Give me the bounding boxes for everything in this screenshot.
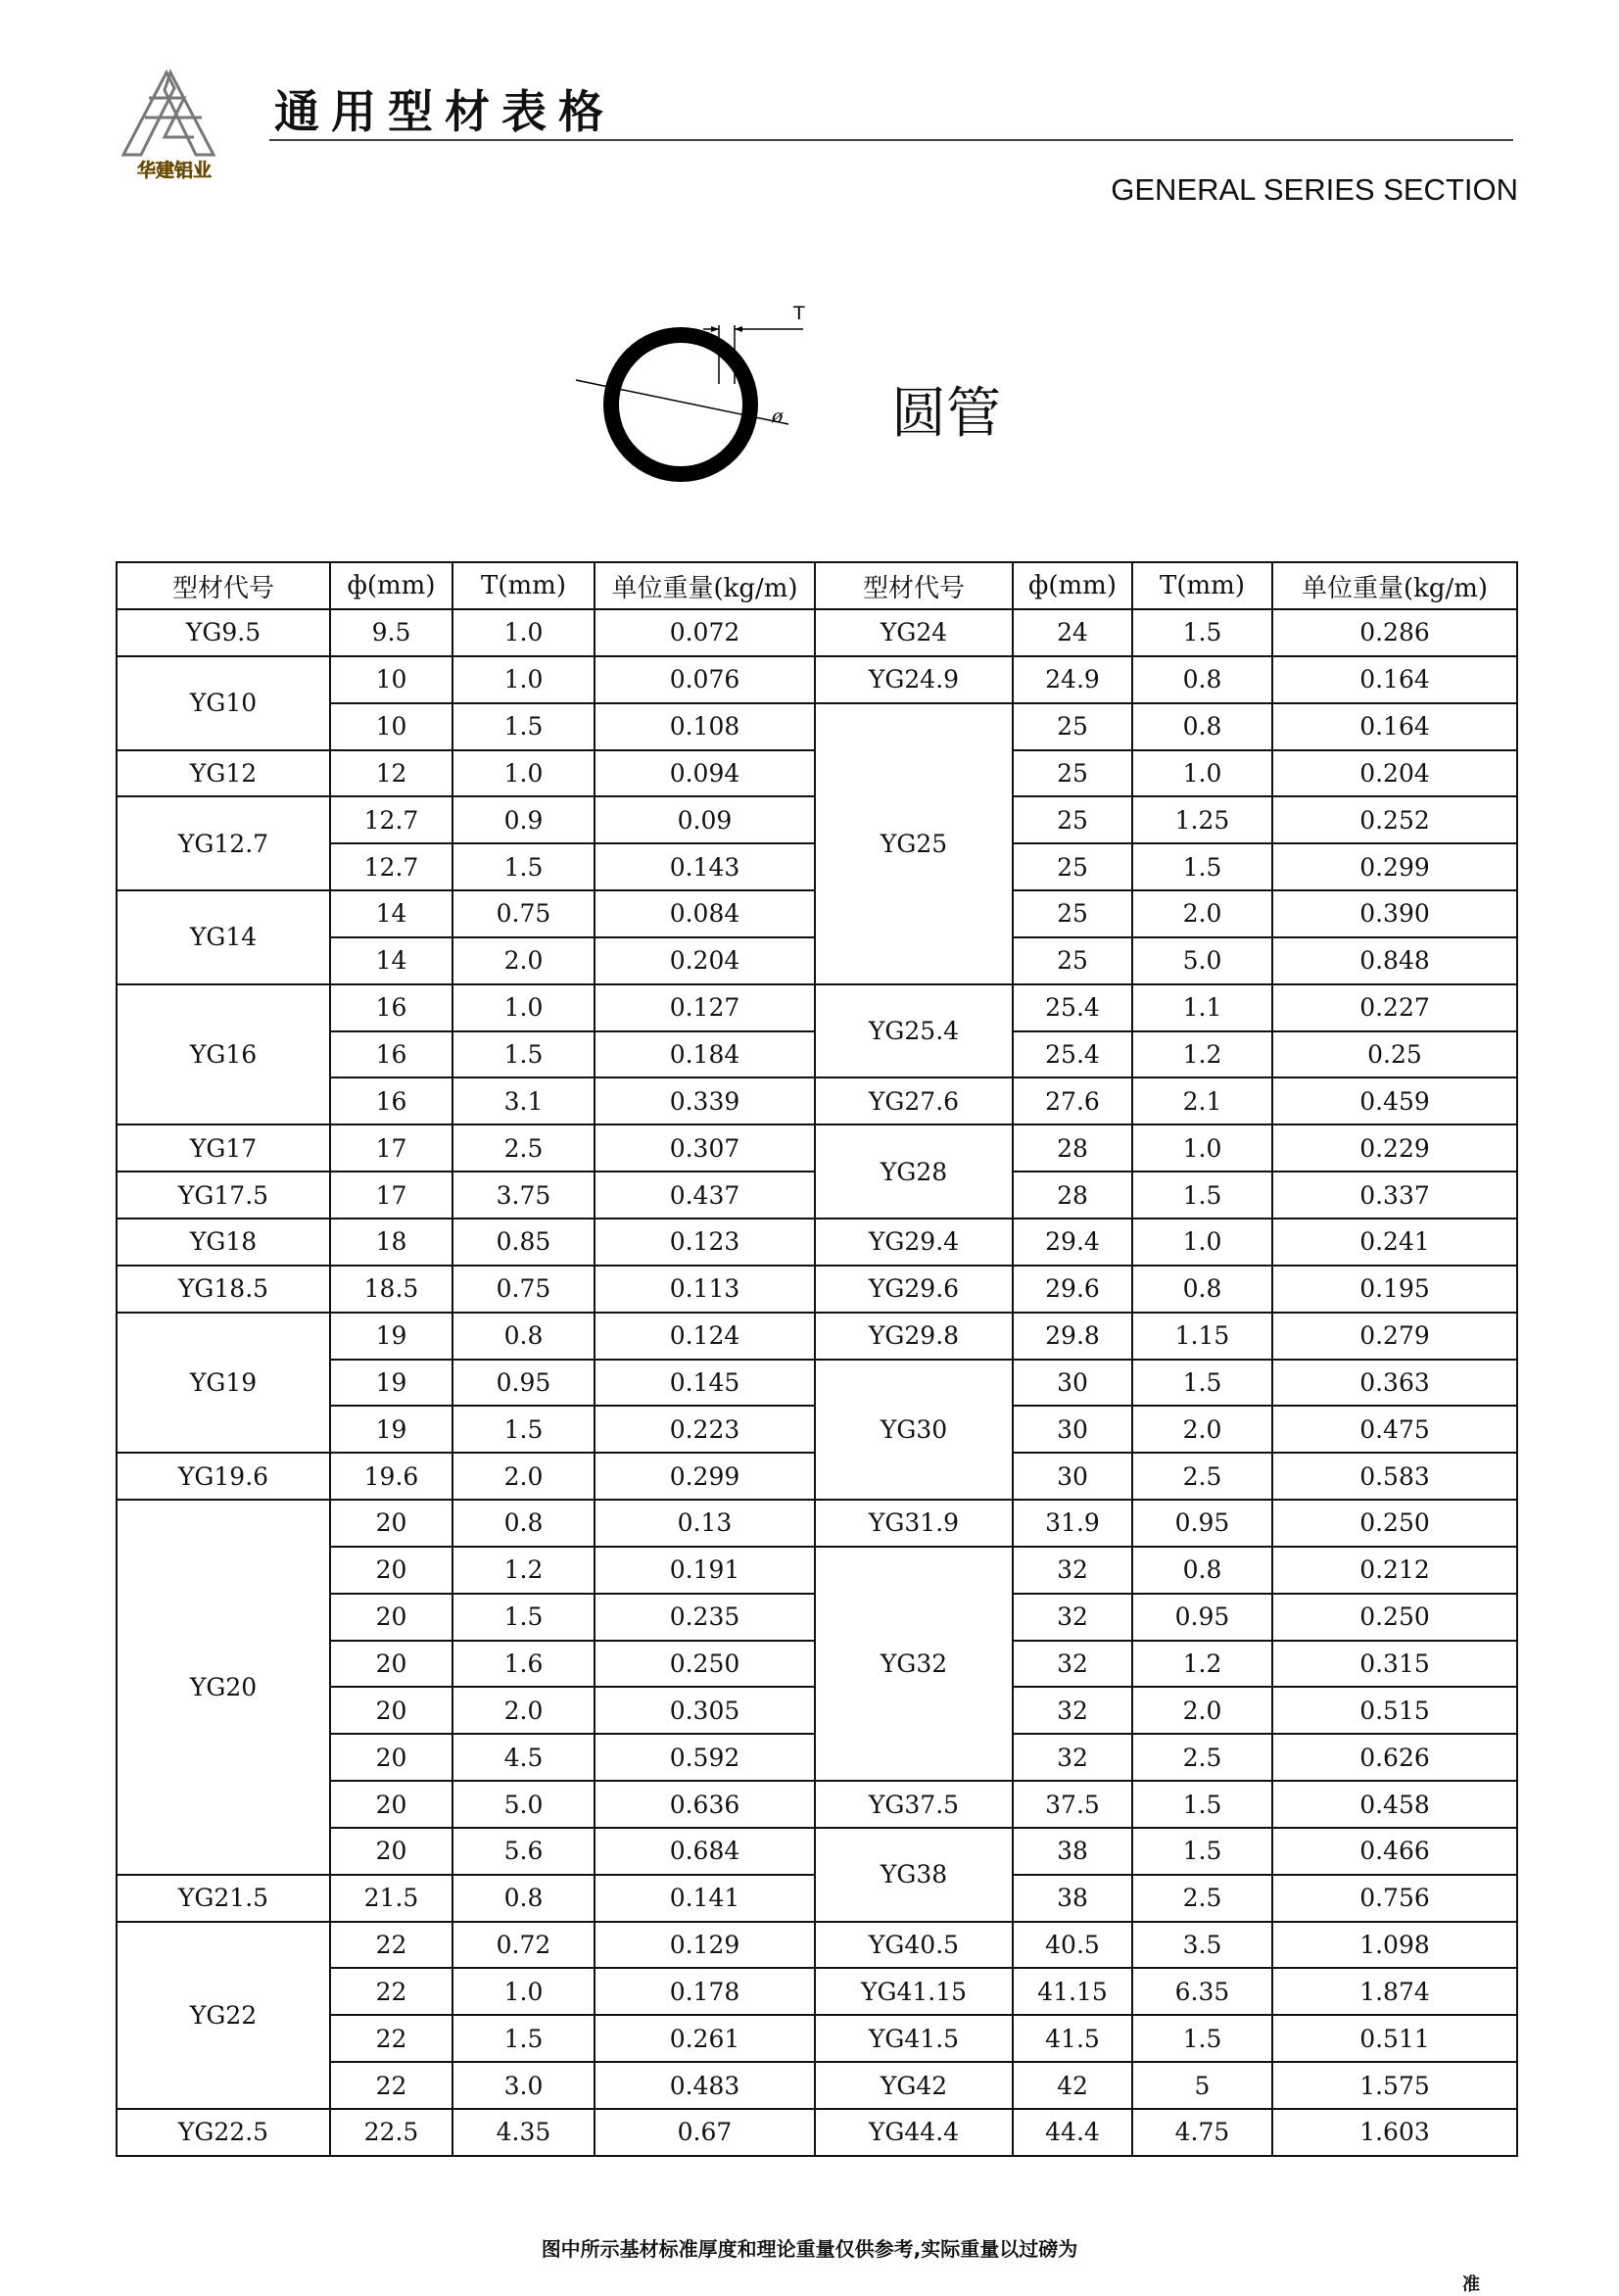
- weight-cell: 0.339: [595, 1077, 815, 1124]
- diameter-cell: 41.5: [1013, 2015, 1132, 2062]
- weight-cell: 0.195: [1272, 1266, 1517, 1313]
- diameter-cell: 20: [330, 1500, 452, 1547]
- thickness-cell: 0.95: [1132, 1500, 1272, 1547]
- thickness-cell: 0.8: [1132, 656, 1272, 703]
- thickness-cell: 1.5: [452, 703, 595, 750]
- profile-code-cell: YG40.5: [815, 1922, 1013, 1969]
- table-row: [117, 656, 1517, 703]
- section-name: 圆管: [891, 382, 1001, 446]
- diameter-cell: 28: [1013, 1172, 1132, 1219]
- diameter-cell: 44.4: [1013, 2109, 1132, 2156]
- header-weight: 单位重量(kg/m): [1272, 562, 1517, 609]
- profile-code-cell: YG29.8: [815, 1313, 1013, 1360]
- round-tube-diagram: [558, 294, 823, 504]
- diameter-cell: 30: [1013, 1406, 1132, 1453]
- diameter-cell: 40.5: [1013, 1922, 1132, 1969]
- weight-cell: 0.204: [595, 937, 815, 984]
- diameter-cell: 22: [330, 2062, 452, 2109]
- weight-cell: 0.756: [1272, 1875, 1517, 1922]
- thickness-cell: 1.0: [452, 609, 595, 656]
- header-code: 型材代号: [815, 562, 1013, 609]
- profile-code-cell: YG44.4: [815, 2109, 1013, 2156]
- thickness-cell: 0.8: [1132, 703, 1272, 750]
- weight-cell: 1.603: [1272, 2109, 1517, 2156]
- diameter-cell: 10: [330, 656, 452, 703]
- weight-cell: 0.108: [595, 703, 815, 750]
- profile-code-cell: YG25.4: [815, 984, 1013, 1078]
- profile-code-cell: YG18.5: [117, 1266, 330, 1313]
- thickness-cell: 1.0: [452, 1968, 595, 2015]
- table-row: [117, 1500, 1517, 1547]
- profile-code-cell: YG37.5: [815, 1781, 1013, 1828]
- profile-code-cell: YG9.5: [117, 609, 330, 656]
- header-divider: [269, 139, 1513, 141]
- table-row: [117, 1313, 1517, 1360]
- thickness-cell: 1.0: [452, 750, 595, 797]
- thickness-cell: 1.5: [452, 1594, 595, 1641]
- weight-cell: 0.279: [1272, 1313, 1517, 1360]
- profile-code-cell: YG21.5: [117, 1875, 330, 1922]
- page-title: 通用型材表格: [274, 85, 615, 138]
- profile-code-cell: YG41.5: [815, 2015, 1013, 2062]
- weight-cell: 0.143: [595, 843, 815, 890]
- profile-code-cell: YG19: [117, 1313, 330, 1454]
- profile-code-cell: YG19.6: [117, 1453, 330, 1500]
- profile-code-cell: YG30: [815, 1360, 1013, 1501]
- profile-code-cell: YG22: [117, 1922, 330, 2109]
- thickness-cell: 0.8: [452, 1875, 595, 1922]
- weight-cell: 0.337: [1272, 1172, 1517, 1219]
- weight-cell: 0.437: [595, 1172, 815, 1219]
- thickness-cell: 1.2: [452, 1547, 595, 1594]
- table-row: [117, 1219, 1517, 1266]
- diameter-cell: 17: [330, 1124, 452, 1172]
- weight-cell: 0.305: [595, 1687, 815, 1734]
- weight-cell: 0.204: [1272, 750, 1517, 797]
- weight-cell: 0.227: [1272, 984, 1517, 1031]
- thickness-cell: 3.75: [452, 1172, 595, 1219]
- thickness-cell: 1.0: [1132, 1124, 1272, 1172]
- diameter-cell: 37.5: [1013, 1781, 1132, 1828]
- diameter-cell: 22.5: [330, 2109, 452, 2156]
- thickness-cell: 1.2: [1132, 1641, 1272, 1688]
- thickness-cell: 2.0: [452, 1453, 595, 1500]
- weight-cell: 0.459: [1272, 1077, 1517, 1124]
- thickness-cell: 1.15: [1132, 1313, 1272, 1360]
- diameter-cell: 32: [1013, 1734, 1132, 1781]
- thickness-cell: 2.0: [1132, 1687, 1272, 1734]
- thickness-cell: 1.5: [1132, 843, 1272, 890]
- thickness-cell: 2.0: [452, 937, 595, 984]
- profile-code-cell: YG42: [815, 2062, 1013, 2109]
- header-diameter: ф(mm): [330, 562, 452, 609]
- weight-cell: 0.164: [1272, 656, 1517, 703]
- thickness-cell: 2.5: [1132, 1875, 1272, 1922]
- table-row: [117, 609, 1517, 656]
- thickness-cell: 2.1: [1132, 1077, 1272, 1124]
- diameter-cell: 29.6: [1013, 1266, 1132, 1313]
- thickness-cell: 0.8: [452, 1313, 595, 1360]
- profile-code-cell: YG22.5: [117, 2109, 330, 2156]
- weight-cell: 0.09: [595, 796, 815, 843]
- table-row: [117, 2109, 1517, 2156]
- profile-code-cell: YG38: [815, 1828, 1013, 1922]
- diameter-cell: 25.4: [1013, 984, 1132, 1031]
- weight-cell: 0.636: [595, 1781, 815, 1828]
- header-thickness: T(mm): [452, 562, 595, 609]
- thickness-cell: 1.0: [1132, 750, 1272, 797]
- thickness-cell: 5.0: [1132, 937, 1272, 984]
- diameter-cell: 20: [330, 1687, 452, 1734]
- header-thickness: T(mm): [1132, 562, 1272, 609]
- diameter-cell: 16: [330, 984, 452, 1031]
- diameter-cell: 32: [1013, 1594, 1132, 1641]
- weight-cell: 0.307: [595, 1124, 815, 1172]
- thickness-cell: 1.5: [452, 2015, 595, 2062]
- profile-code-cell: YG17.5: [117, 1172, 330, 1219]
- diameter-cell: 25: [1013, 843, 1132, 890]
- diameter-cell: 16: [330, 1031, 452, 1078]
- thickness-cell: 3.1: [452, 1077, 595, 1124]
- thickness-cell: 2.0: [1132, 890, 1272, 937]
- table-row: [117, 1124, 1517, 1172]
- diameter-cell: 29.8: [1013, 1313, 1132, 1360]
- diameter-cell: 32: [1013, 1687, 1132, 1734]
- weight-cell: 0.363: [1272, 1360, 1517, 1407]
- weight-cell: 0.483: [595, 2062, 815, 2109]
- thickness-cell: 0.72: [452, 1922, 595, 1969]
- diameter-cell: 38: [1013, 1828, 1132, 1875]
- thickness-cell: 3.5: [1132, 1922, 1272, 1969]
- label-phi: ø: [772, 406, 784, 427]
- weight-cell: 0.626: [1272, 1734, 1517, 1781]
- weight-cell: 0.515: [1272, 1687, 1517, 1734]
- diameter-cell: 19: [330, 1313, 452, 1360]
- weight-cell: 0.084: [595, 890, 815, 937]
- thickness-cell: 5: [1132, 2062, 1272, 2109]
- profile-code-cell: YG32: [815, 1547, 1013, 1781]
- profile-code-cell: YG10: [117, 656, 330, 750]
- diameter-cell: 30: [1013, 1360, 1132, 1407]
- profile-code-cell: YG14: [117, 890, 330, 984]
- page-subtitle: GENERAL SERIES SECTION: [1111, 172, 1518, 207]
- weight-cell: 0.164: [1272, 703, 1517, 750]
- thickness-cell: 0.8: [1132, 1547, 1272, 1594]
- diameter-cell: 18: [330, 1219, 452, 1266]
- thickness-cell: 2.5: [452, 1124, 595, 1172]
- weight-cell: 0.250: [595, 1641, 815, 1688]
- diameter-cell: 22: [330, 1968, 452, 2015]
- weight-cell: 0.123: [595, 1219, 815, 1266]
- diameter-cell: 24.9: [1013, 656, 1132, 703]
- diameter-cell: 20: [330, 1641, 452, 1688]
- weight-cell: 0.684: [595, 1828, 815, 1875]
- table-header-row: [117, 562, 1517, 609]
- weight-cell: 0.191: [595, 1547, 815, 1594]
- profile-code-cell: YG20: [117, 1500, 330, 1875]
- weight-cell: 0.072: [595, 609, 815, 656]
- thickness-cell: 1.5: [1132, 1360, 1272, 1407]
- diameter-cell: 14: [330, 937, 452, 984]
- weight-cell: 0.475: [1272, 1406, 1517, 1453]
- diameter-cell: 25: [1013, 703, 1132, 750]
- diameter-cell: 17: [330, 1172, 452, 1219]
- tube-section-shape: [611, 335, 750, 474]
- profile-code-cell: YG18: [117, 1219, 330, 1266]
- weight-cell: 1.098: [1272, 1922, 1517, 1969]
- diameter-cell: 24: [1013, 609, 1132, 656]
- weight-cell: 0.223: [595, 1406, 815, 1453]
- weight-cell: 0.466: [1272, 1828, 1517, 1875]
- thickness-cell: 5.6: [452, 1828, 595, 1875]
- header-weight: 单位重量(kg/m): [595, 562, 815, 609]
- profile-code-cell: YG24.9: [815, 656, 1013, 703]
- thickness-cell: 2.0: [1132, 1406, 1272, 1453]
- thickness-cell: 2.5: [1132, 1453, 1272, 1500]
- diameter-cell: 21.5: [330, 1875, 452, 1922]
- weight-cell: 0.315: [1272, 1641, 1517, 1688]
- thickness-cell: 1.5: [1132, 1828, 1272, 1875]
- table-row: [117, 1922, 1517, 1969]
- weight-cell: 0.25: [1272, 1031, 1517, 1078]
- diameter-cell: 28: [1013, 1124, 1132, 1172]
- weight-cell: 0.184: [595, 1031, 815, 1078]
- thickness-cell: 1.5: [1132, 609, 1272, 656]
- table-row: [117, 984, 1517, 1031]
- weight-cell: 0.390: [1272, 890, 1517, 937]
- thickness-cell: 0.75: [452, 890, 595, 937]
- diameter-cell: 25: [1013, 890, 1132, 937]
- weight-cell: 0.261: [595, 2015, 815, 2062]
- diameter-cell: 22: [330, 2015, 452, 2062]
- weight-cell: 0.094: [595, 750, 815, 797]
- profile-code-cell: YG12: [117, 750, 330, 797]
- profile-code-cell: YG27.6: [815, 1077, 1013, 1124]
- header-diameter: ф(mm): [1013, 562, 1132, 609]
- thickness-cell: 1.25: [1132, 796, 1272, 843]
- company-logo: [116, 69, 233, 184]
- weight-cell: 0.252: [1272, 796, 1517, 843]
- diameter-cell: 19.6: [330, 1453, 452, 1500]
- diameter-cell: 19: [330, 1360, 452, 1407]
- thickness-cell: 1.5: [1132, 2015, 1272, 2062]
- thickness-cell: 0.85: [452, 1219, 595, 1266]
- weight-cell: 0.076: [595, 656, 815, 703]
- diameter-cell: 16: [330, 1077, 452, 1124]
- weight-cell: 0.178: [595, 1968, 815, 2015]
- diameter-cell: 41.15: [1013, 1968, 1132, 2015]
- diameter-cell: 25: [1013, 796, 1132, 843]
- profile-code-cell: YG28: [815, 1124, 1013, 1219]
- diameter-cell: 14: [330, 890, 452, 937]
- weight-cell: 1.575: [1272, 2062, 1517, 2109]
- diameter-cell: 20: [330, 1781, 452, 1828]
- weight-cell: 0.141: [595, 1875, 815, 1922]
- diameter-cell: 42: [1013, 2062, 1132, 2109]
- thickness-cell: 4.35: [452, 2109, 595, 2156]
- profile-code-cell: YG25: [815, 703, 1013, 984]
- diameter-cell: 20: [330, 1828, 452, 1875]
- diameter-cell: 29.4: [1013, 1219, 1132, 1266]
- weight-cell: 0.583: [1272, 1453, 1517, 1500]
- thickness-cell: 1.5: [452, 843, 595, 890]
- thickness-cell: 5.0: [452, 1781, 595, 1828]
- diameter-cell: 25.4: [1013, 1031, 1132, 1078]
- thickness-cell: 1.0: [1132, 1219, 1272, 1266]
- thickness-cell: 0.95: [1132, 1594, 1272, 1641]
- thickness-cell: 0.9: [452, 796, 595, 843]
- diameter-cell: 27.6: [1013, 1077, 1132, 1124]
- profile-code-cell: YG24: [815, 609, 1013, 656]
- thickness-cell: 0.95: [452, 1360, 595, 1407]
- thickness-cell: 0.75: [452, 1266, 595, 1313]
- thickness-cell: 1.0: [452, 984, 595, 1031]
- weight-cell: 0.299: [1272, 843, 1517, 890]
- profile-code-cell: YG16: [117, 984, 330, 1125]
- diameter-cell: 38: [1013, 1875, 1132, 1922]
- diameter-cell: 20: [330, 1594, 452, 1641]
- weight-cell: 0.458: [1272, 1781, 1517, 1828]
- thickness-cell: 1.2: [1132, 1031, 1272, 1078]
- thickness-cell: 2.0: [452, 1687, 595, 1734]
- thickness-cell: 3.0: [452, 2062, 595, 2109]
- weight-cell: 0.848: [1272, 937, 1517, 984]
- weight-cell: 0.241: [1272, 1219, 1517, 1266]
- diameter-cell: 12.7: [330, 796, 452, 843]
- diameter-cell: 20: [330, 1547, 452, 1594]
- weight-cell: 0.299: [595, 1453, 815, 1500]
- profile-code-cell: YG29.6: [815, 1266, 1013, 1313]
- profile-code-cell: YG31.9: [815, 1500, 1013, 1547]
- weight-cell: 0.511: [1272, 2015, 1517, 2062]
- weight-cell: 0.229: [1272, 1124, 1517, 1172]
- thickness-cell: 1.5: [452, 1406, 595, 1453]
- weight-cell: 0.250: [1272, 1594, 1517, 1641]
- thickness-cell: 4.5: [452, 1734, 595, 1781]
- diameter-cell: 32: [1013, 1547, 1132, 1594]
- diameter-cell: 22: [330, 1922, 452, 1969]
- thickness-cell: 0.8: [452, 1500, 595, 1547]
- diameter-cell: 19: [330, 1406, 452, 1453]
- thickness-cell: 1.5: [1132, 1172, 1272, 1219]
- weight-cell: 0.124: [595, 1313, 815, 1360]
- diameter-cell: 31.9: [1013, 1500, 1132, 1547]
- thickness-cell: 0.8: [1132, 1266, 1272, 1313]
- weight-cell: 0.145: [595, 1360, 815, 1407]
- weight-cell: 0.13: [595, 1500, 815, 1547]
- weight-cell: 0.129: [595, 1922, 815, 1969]
- footer-note-tail: 准: [1462, 2274, 1480, 2295]
- spec-table: [116, 561, 1518, 2157]
- diameter-cell: 30: [1013, 1453, 1132, 1500]
- table-row: [117, 1266, 1517, 1313]
- diameter-cell: 25: [1013, 750, 1132, 797]
- diameter-cell: 9.5: [330, 609, 452, 656]
- diameter-cell: 25: [1013, 937, 1132, 984]
- thickness-cell: 6.35: [1132, 1968, 1272, 2015]
- thickness-cell: 1.1: [1132, 984, 1272, 1031]
- weight-cell: 0.286: [1272, 609, 1517, 656]
- diameter-cell: 12: [330, 750, 452, 797]
- profile-code-cell: YG17: [117, 1124, 330, 1172]
- thickness-cell: 4.75: [1132, 2109, 1272, 2156]
- diameter-cell: 32: [1013, 1641, 1132, 1688]
- footer-note: 图中所示基材标准厚度和理论重量仅供参考,实际重量以过磅为: [541, 2237, 1078, 2261]
- thickness-cell: 1.5: [1132, 1781, 1272, 1828]
- diameter-cell: 20: [330, 1734, 452, 1781]
- profile-code-cell: YG29.4: [815, 1219, 1013, 1266]
- profile-code-cell: YG12.7: [117, 796, 330, 890]
- diameter-cell: 12.7: [330, 843, 452, 890]
- weight-cell: 0.212: [1272, 1547, 1517, 1594]
- weight-cell: 0.113: [595, 1266, 815, 1313]
- weight-cell: 0.592: [595, 1734, 815, 1781]
- thickness-cell: 1.5: [452, 1031, 595, 1078]
- thickness-cell: 1.6: [452, 1641, 595, 1688]
- weight-cell: 1.874: [1272, 1968, 1517, 2015]
- label-t: T: [793, 303, 805, 324]
- profile-code-cell: YG41.15: [815, 1968, 1013, 2015]
- diameter-cell: 10: [330, 703, 452, 750]
- weight-cell: 0.250: [1272, 1500, 1517, 1547]
- weight-cell: 0.127: [595, 984, 815, 1031]
- weight-cell: 0.235: [595, 1594, 815, 1641]
- header-code: 型材代号: [117, 562, 330, 609]
- thickness-cell: 1.0: [452, 656, 595, 703]
- logo-text: 华建铝业: [136, 160, 213, 181]
- weight-cell: 0.67: [595, 2109, 815, 2156]
- diameter-cell: 18.5: [330, 1266, 452, 1313]
- thickness-cell: 2.5: [1132, 1734, 1272, 1781]
